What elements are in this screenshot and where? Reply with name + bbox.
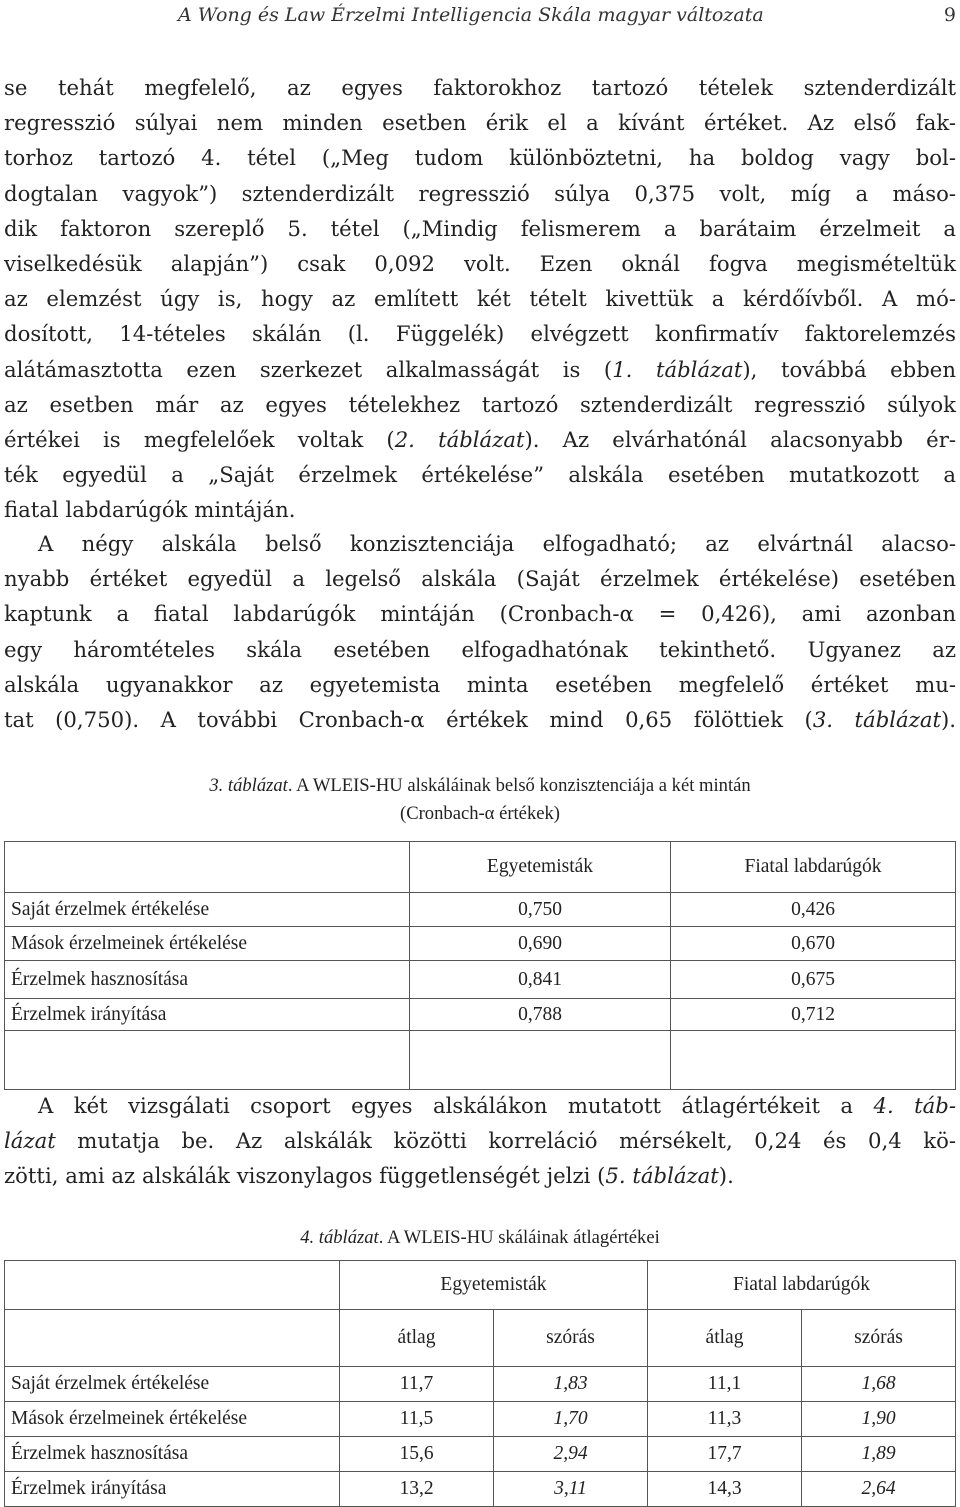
row-label: Érzelmek irányítása (5, 999, 410, 1031)
table-reference: 2. táblázat (394, 427, 525, 453)
table-cell: 2,94 (494, 1437, 648, 1472)
header-cell: Egyetemisták (410, 842, 671, 893)
paragraph-line: dosított, 14-tételes skálán (l. Függelék) elvégzett konfirmatív faktorelemzés (4, 321, 956, 347)
table-cell: 0,712 (671, 999, 956, 1031)
empty-cell (5, 1310, 340, 1367)
table-cell: 11,3 (648, 1402, 802, 1437)
empty-cell (671, 1031, 956, 1090)
empty-cell (410, 1031, 671, 1090)
subheader-cell: átlag (340, 1310, 494, 1367)
paragraph-line: fiatal labdarúgók mintáján. (4, 497, 296, 523)
table-group-header-row (5, 1261, 956, 1310)
paragraph-line (4, 702, 956, 737)
table-cell: 0,670 (671, 927, 956, 961)
table-header-row (5, 842, 956, 893)
paragraph-line: az elemzést úgy is, hogy az említett két tételt kivettük a kérdőívből. A mó- (4, 286, 956, 312)
table-3-caption (0, 772, 960, 828)
paragraph-2 (4, 526, 956, 737)
running-header (178, 4, 956, 30)
paragraph-line: dik faktoron szereplő 5. tétel („Mindig felismerem a barátaim érzelmeit a (4, 215, 956, 241)
row-label: Érzelmek hasznosítása (5, 1437, 340, 1472)
table-row (5, 893, 956, 927)
text-run: mutatja be. Az alskálák közötti korreláció mérsékelt, 0,24 és 0,4 kö- (55, 1128, 956, 1154)
paragraph-line: egy háromtételes skála esetében elfogadhatónak tekinthető. Ugyanez az (4, 636, 956, 662)
text-run: A két vizsgálati csoport egyes alskálákon mutatott átlagértékeit a (38, 1093, 874, 1118)
paragraph-line: az esetben már az egyes tételekhez tartozó sztenderdizált regresszió súlyok (4, 391, 956, 417)
table-cell: 2,64 (802, 1472, 956, 1507)
caption-text: . A WLEIS-HU alskáláinak belső konzisztenciája a két mintán (287, 775, 751, 796)
table-cell: 14,3 (648, 1472, 802, 1507)
text-run: ). (940, 707, 956, 733)
table-cell: 0,750 (410, 893, 671, 927)
header-cell (5, 842, 410, 893)
caption-line: (Cronbach-α értékek) (400, 803, 560, 824)
paragraph-3 (4, 1088, 956, 1194)
row-label: Saját érzelmek értékelése (5, 893, 410, 927)
paragraph-line: regresszió súlyai nem minden esetben érik el a kívánt értéket. Az első fak- (4, 110, 956, 136)
group-header-cell: Fiatal labdarúgók (648, 1261, 956, 1310)
table-cell: 1,90 (802, 1402, 956, 1437)
table-reference: 5. táblázat (605, 1163, 719, 1189)
caption-number: 4. táblázat (300, 1227, 379, 1248)
table-cell: 1,89 (802, 1437, 956, 1472)
row-label: Érzelmek hasznosítása (5, 961, 410, 999)
table-reference: 3. táblázat (812, 707, 941, 733)
paragraph-line: A négy alskála belső konzisztenciája elfogadható; az elvártnál alacso- (38, 531, 956, 556)
table-reference: 4. táb- (873, 1093, 956, 1118)
subheader-cell: átlag (648, 1310, 802, 1367)
table-cell: 0,426 (671, 893, 956, 927)
text-run: zötti, ami az alskálák viszonylagos függetlenségét jelzi ( (4, 1163, 606, 1189)
text-run: ). (718, 1163, 734, 1189)
table-row (5, 961, 956, 999)
table-cell: 15,6 (340, 1437, 494, 1472)
paragraph-line: dogtalan vagyok”) sztenderdizált regresszió súlya 0,375 volt, míg a máso- (4, 180, 956, 206)
paragraph-line (4, 1123, 956, 1158)
table-cell: 0,690 (410, 927, 671, 961)
subheader-cell: szórás (494, 1310, 648, 1367)
paragraph-line (4, 1158, 956, 1193)
row-label: Mások érzelmeinek értékelése (5, 927, 410, 961)
row-label: Érzelmek irányítása (5, 1472, 340, 1507)
caption-line (0, 1224, 960, 1252)
row-label: Mások érzelmeinek értékelése (5, 1402, 340, 1437)
paragraph-line (4, 1088, 956, 1123)
paragraph-line: ték egyedül a „Saját érzelmek értékelése” alskála esetében mutatkozott a (4, 462, 956, 488)
table-row (5, 1437, 956, 1472)
table-3 (4, 841, 956, 1090)
table-cell: 1,83 (494, 1367, 648, 1402)
table-4 (4, 1260, 956, 1507)
caption-line (0, 772, 960, 800)
table-spacer-row (5, 1031, 956, 1090)
paragraph-line: nyabb értéket egyedül a legelső alskála (Saját érzelmek értékelése) esetében (4, 566, 956, 592)
table-cell: 3,11 (494, 1472, 648, 1507)
paragraph-line: se tehát megfelelő, az egyes faktorokhoz tartozó tételek sztenderdizált (4, 75, 956, 100)
table-cell: 13,2 (340, 1472, 494, 1507)
text-run: tat (0,750). A további Cronbach-α értékek mind 0,65 fölöttiek ( (4, 707, 813, 733)
paragraph-line: viselkedésük alapján”) csak 0,092 volt. Ezen oknál fogva megismételtük (4, 251, 956, 277)
row-label: Saját érzelmek értékelése (5, 1367, 340, 1402)
table-reference: lázat (4, 1128, 56, 1154)
text-run: ). Az elvárhatónál alacsonyabb ér- (524, 427, 956, 453)
table-subheader-row (5, 1310, 956, 1367)
empty-cell (5, 1031, 410, 1090)
table-4-caption (0, 1224, 960, 1252)
table-cell: 17,7 (648, 1437, 802, 1472)
text-run: ), továbbá ebben (742, 356, 956, 382)
text-run: értékei is megfelelőek voltak ( (4, 427, 395, 453)
paragraph-line (4, 352, 956, 387)
table-cell: 0,675 (671, 961, 956, 999)
header-cell: Fiatal labdarúgók (671, 842, 956, 893)
table-row (5, 1402, 956, 1437)
empty-cell (5, 1261, 340, 1310)
table-reference: 1. táblázat (612, 356, 743, 382)
paragraph-line (4, 422, 956, 457)
table-row (5, 1367, 956, 1402)
paragraph-line: torhoz tartozó 4. tétel („Meg tudom különböztetni, ha boldog vagy bol- (4, 145, 956, 171)
table-cell: 11,5 (340, 1402, 494, 1437)
table-cell: 0,841 (410, 961, 671, 999)
table-cell: 1,68 (802, 1367, 956, 1402)
table-cell: 1,70 (494, 1402, 648, 1437)
group-header-cell: Egyetemisták (340, 1261, 648, 1310)
table-row (5, 1472, 956, 1507)
running-title: A Wong és Law Érzelmi Intelligencia Skála magyar változata (178, 4, 764, 26)
page-number: 9 (943, 4, 956, 26)
paragraph-line: alskála ugyanakkor az egyetemista minta esetében megfelelő értéket mu- (4, 671, 956, 697)
subheader-cell: szórás (802, 1310, 956, 1367)
paragraph-1 (4, 70, 956, 528)
caption-number: 3. táblázat (209, 775, 288, 796)
caption-text: . A WLEIS-HU skáláinak átlagértékei (378, 1227, 660, 1248)
table-cell: 11,1 (648, 1367, 802, 1402)
table-cell: 0,788 (410, 999, 671, 1031)
table-row (5, 927, 956, 961)
table-row (5, 999, 956, 1031)
text-run: alátámasztotta ezen szerkezet alkalmasságát is ( (4, 356, 613, 382)
paragraph-line: kaptunk a fiatal labdarúgók mintáján (Cronbach-α = 0,426), ami azonban (4, 601, 956, 627)
table-cell: 11,7 (340, 1367, 494, 1402)
